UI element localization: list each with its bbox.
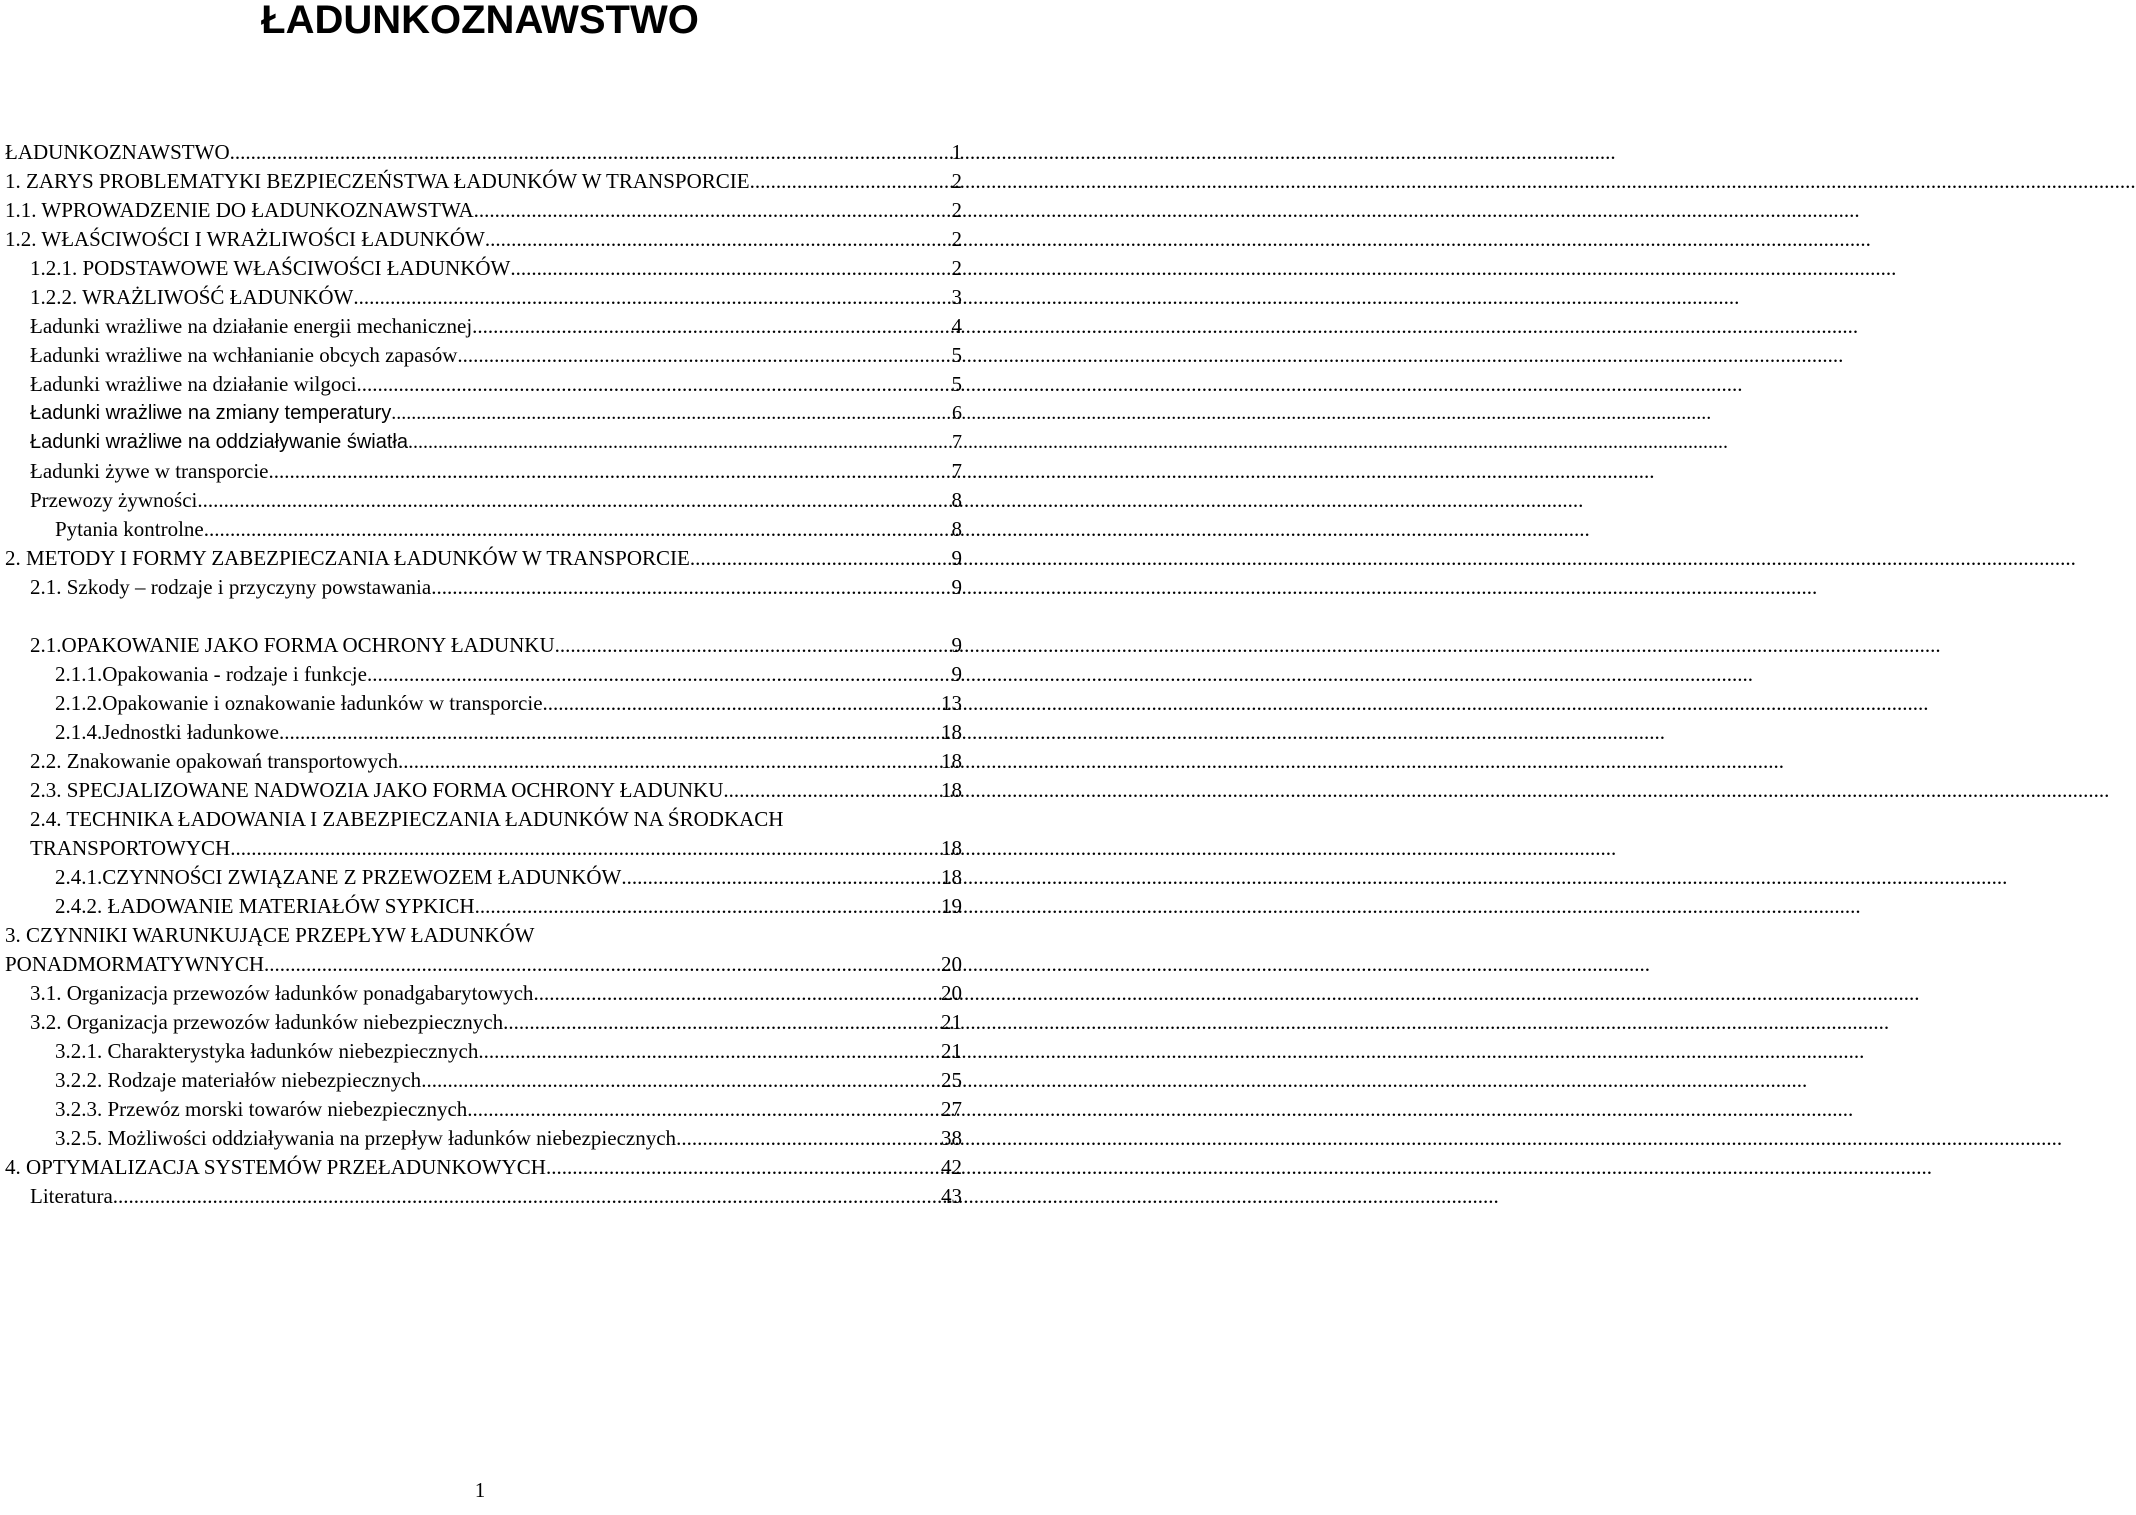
- toc-entry-page: 9: [951, 633, 962, 657]
- toc-entry-title: 3.2.2. Rodzaje materiałów niebezpiecznych: [55, 1068, 422, 1092]
- toc-dot-leader: [279, 718, 939, 747]
- toc-dot-leader: [197, 486, 949, 515]
- toc-dot-leader: [533, 979, 939, 1008]
- toc-entry-page: 5: [951, 372, 962, 396]
- toc-entry-title: 2.4.1.CZYNNOŚCI ZWIĄZANE Z PRZEWOZEM ŁADUNKÓW: [55, 865, 622, 889]
- toc-dot-leader: [467, 1095, 939, 1124]
- toc-dot-leader: [475, 892, 939, 921]
- toc-entry[interactable]: [55, 689, 962, 718]
- toc-dot-leader: [485, 225, 950, 254]
- toc-entry-title-line1: 3. CZYNNIKI WARUNKUJĄCE PRZEPŁYW ŁADUNKÓW: [5, 923, 535, 947]
- toc-entry-page: 19: [941, 894, 962, 918]
- toc-entry-page: 21: [941, 1010, 962, 1034]
- toc-entry-title: 1.2.2. WRAŻLIWOŚĆ ŁADUNKÓW: [30, 285, 354, 309]
- toc-entry-title: 1. ZARYS PROBLEMATYKI BEZPIECZEŃSTWA ŁADUNKÓW W TRANSPORCIE: [5, 169, 750, 193]
- toc-entry-page: 43: [941, 1184, 962, 1208]
- toc-entry[interactable]: [5, 225, 962, 254]
- toc-entry-page: 1: [951, 140, 962, 164]
- toc-dot-leader: [269, 457, 950, 486]
- toc-entry-page: 13: [941, 691, 962, 715]
- toc-entry[interactable]: [5, 544, 962, 573]
- toc-entry-title: Literatura: [30, 1184, 113, 1208]
- toc-dot-leader: [750, 167, 950, 196]
- toc-entry-title: 2.1. Szkody – rodzaje i przyczyny powstawania: [30, 575, 432, 599]
- toc-entry[interactable]: [30, 573, 962, 602]
- toc-entry-page: 5: [951, 343, 962, 367]
- toc-dot-leader: [391, 399, 950, 428]
- toc-dot-leader: [546, 1153, 939, 1182]
- toc-entry-title: 3.2.5. Możliwości oddziaływania na przepływ ładunków niebezpiecznych: [55, 1126, 677, 1150]
- toc-entry-page: 3: [951, 285, 962, 309]
- toc-dot-leader: [398, 747, 939, 776]
- toc-entry-page: 8: [951, 488, 962, 512]
- toc-entry[interactable]: [30, 1182, 962, 1211]
- toc-entry[interactable]: [5, 167, 962, 196]
- toc-entry-page: 2: [951, 227, 962, 251]
- toc-entry[interactable]: [5, 950, 962, 979]
- page-number: 1: [474, 1478, 486, 1502]
- toc-entry-title: Ładunki wrażliwe na zmiany temperatury: [30, 402, 392, 424]
- toc-entry[interactable]: [30, 428, 962, 457]
- toc-entry-title: Ładunki wrażliwe na wchłanianie obcych zapasów: [30, 343, 458, 367]
- toc-entry[interactable]: [30, 486, 962, 515]
- toc-entry-title: 2.2. Znakowanie opakowań transportowych: [30, 749, 398, 773]
- toc-entry-title: 2.1.OPAKOWANIE JAKO FORMA OCHRONY ŁADUNKU: [30, 633, 555, 657]
- toc-entry[interactable]: [30, 283, 962, 312]
- toc-entry[interactable]: [30, 776, 962, 805]
- toc-entry[interactable]: [30, 979, 962, 1008]
- toc-entry-title: 1.2.1. PODSTAWOWE WŁAŚCIWOŚCI ŁADUNKÓW: [30, 256, 511, 280]
- toc-entry-page: 4: [951, 314, 962, 338]
- toc-dot-leader: [510, 254, 949, 283]
- toc-entry-title: 1.2. WŁAŚCIWOŚCI I WRAŻLIWOŚCI ŁADUNKÓW: [5, 227, 485, 251]
- toc-dot-leader: [478, 1037, 939, 1066]
- toc-entry-page: 21: [941, 1039, 962, 1063]
- toc-entry-title: 2.1.4.Jednostki ładunkowe: [55, 720, 279, 744]
- toc-entry-title: Ładunki wrażliwe na działanie wilgoci: [30, 372, 357, 396]
- toc-entry-title: Ładunki wrażliwe na działanie energii mechanicznej: [30, 314, 473, 338]
- toc-entry-title: 2.3. SPECJALIZOWANE NADWOZIA JAKO FORMA OCHRONY ŁADUNKU: [30, 778, 724, 802]
- toc-entry[interactable]: [30, 399, 962, 428]
- toc-entry[interactable]: [30, 312, 962, 341]
- toc-entry[interactable]: [55, 515, 962, 544]
- toc-entry-page: 25: [941, 1068, 962, 1092]
- toc-dot-leader: [555, 631, 950, 660]
- toc-entry[interactable]: [30, 457, 962, 486]
- toc-entry-title: 3.2. Organizacja przewozów ładunków niebezpiecznych: [30, 1010, 504, 1034]
- toc-entry[interactable]: [55, 1066, 962, 1095]
- toc-dot-leader: [204, 515, 950, 544]
- toc-dot-leader: [431, 573, 949, 602]
- toc-entry-page: 18: [941, 720, 962, 744]
- toc-entry-page: 38: [941, 1126, 962, 1150]
- toc-entry-title: 2.1.2.Opakowanie i oznakowanie ładunków w transporcie: [55, 691, 543, 715]
- toc-entry-page: 9: [951, 546, 962, 570]
- toc-entry-page: 2: [951, 169, 962, 193]
- toc-entry-page: 27: [941, 1097, 962, 1121]
- toc-entry[interactable]: [30, 341, 962, 370]
- toc-entry-page: 9: [951, 662, 962, 686]
- toc-entry-page: 18: [941, 865, 962, 889]
- toc-dot-leader: [264, 950, 939, 979]
- toc-entry[interactable]: [5, 196, 962, 225]
- toc-dot-leader: [472, 312, 949, 341]
- toc-entry-page: 2: [951, 198, 962, 222]
- document-title: ŁADUNKOZNAWSTWO: [261, 0, 699, 42]
- toc-entry-page: 20: [941, 952, 962, 976]
- toc-entry[interactable]: [55, 660, 962, 689]
- toc-entry-page: 18: [941, 749, 962, 773]
- toc-dot-leader: [676, 1124, 939, 1153]
- toc-dot-leader: [690, 544, 950, 573]
- toc-dot-leader: [113, 1182, 939, 1211]
- toc-entry[interactable]: [55, 892, 962, 921]
- toc-entry-title: 3.2.1. Charakterystyka ładunków niebezpiecznych: [55, 1039, 479, 1063]
- toc-entry[interactable]: [5, 1153, 962, 1182]
- toc-entry-page: 20: [941, 981, 962, 1005]
- toc-dot-leader: [230, 834, 939, 863]
- toc-entry[interactable]: [55, 863, 962, 892]
- toc-entry[interactable]: [55, 718, 962, 747]
- toc-dot-leader: [408, 428, 950, 457]
- toc-entry-page: 2: [951, 256, 962, 280]
- toc-entry-title: 2.4.2. ŁADOWANIE MATERIAŁÓW SYPKICH: [55, 894, 475, 918]
- toc-entry-page: 18: [941, 778, 962, 802]
- toc-entry-title: 3.2.3. Przewóz morski towarów niebezpiecznych: [55, 1097, 468, 1121]
- toc-entry-page: 42: [941, 1155, 962, 1179]
- toc-dot-leader: [723, 776, 939, 805]
- toc-entry-page: 9: [951, 575, 962, 599]
- toc-entry[interactable]: [30, 254, 962, 283]
- toc-dot-leader: [230, 138, 950, 167]
- toc-entry-page: 18: [941, 836, 962, 860]
- toc-dot-leader: [367, 660, 950, 689]
- toc-entry-page: 6: [952, 402, 962, 424]
- toc-entry-title: Ładunki wrażliwe na oddziaływanie światła: [30, 431, 408, 453]
- toc-entry-title: 1.1. WPROWADZENIE DO ŁADUNKOZNAWSTWA: [5, 198, 474, 222]
- toc-entry-page: 8: [951, 517, 962, 541]
- toc-dot-leader: [421, 1066, 939, 1095]
- toc-entry-title: Pytania kontrolne: [55, 517, 204, 541]
- toc-entry[interactable]: [30, 1008, 962, 1037]
- toc-entry-title: 3.1. Organizacja przewozów ładunków ponadgabarytowych: [30, 981, 534, 1005]
- toc-entry-title-continuation: PONADMORMATYWNYCH: [5, 952, 265, 976]
- toc-entry-title: Przewozy żywności: [30, 488, 198, 512]
- toc-entry-title: 2. METODY I FORMY ZABEZPIECZANIA ŁADUNKÓW W TRANSPORCIE: [5, 546, 690, 570]
- toc-entry[interactable]: [30, 631, 962, 660]
- toc-entry[interactable]: [30, 834, 962, 863]
- toc-entry-title: 4. OPTYMALIZACJA SYSTEMÓW PRZEŁADUNKOWYCH: [5, 1155, 546, 1179]
- toc-entry-title: 2.1.1.Opakowania - rodzaje i funkcje: [55, 662, 367, 686]
- toc-entry-title-continuation: TRANSPORTOWYCH: [30, 836, 231, 860]
- toc-entry[interactable]: [55, 1037, 962, 1066]
- toc-dot-leader: [621, 863, 939, 892]
- toc-entry[interactable]: [30, 370, 962, 399]
- toc-entry[interactable]: [5, 138, 962, 167]
- toc-entry-title-line1: 2.4. TECHNIKA ŁADOWANIA I ZABEZPIECZANIA ŁADUNKÓW NA ŚRODKACH: [30, 807, 784, 831]
- toc-dot-leader: [503, 1008, 939, 1037]
- toc-entry-title: ŁADUNKOZNAWSTWO: [5, 140, 230, 164]
- toc-entry[interactable]: [55, 1095, 962, 1124]
- toc-entry-title: Ładunki żywe w transporcie: [30, 459, 269, 483]
- toc-dot-leader: [474, 196, 950, 225]
- toc-entry-page: 7: [952, 431, 962, 453]
- toc-entry[interactable]: [55, 1124, 962, 1153]
- toc-dot-leader: [457, 341, 949, 370]
- toc-entry[interactable]: [30, 747, 962, 776]
- toc-dot-leader: [357, 370, 950, 399]
- toc-dot-leader: [543, 689, 939, 718]
- toc-entry-page: 7: [951, 459, 962, 483]
- toc-dot-leader: [353, 283, 949, 312]
